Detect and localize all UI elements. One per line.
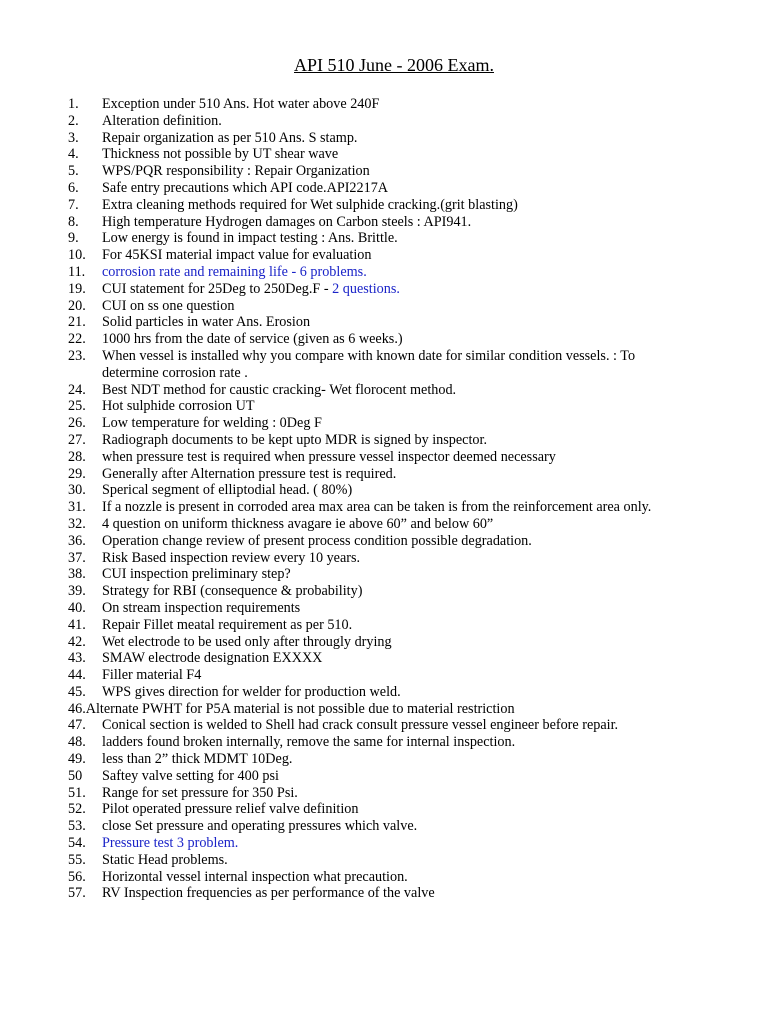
item-number: 5.	[68, 163, 79, 180]
item-text-main: Filler material F4	[102, 667, 202, 684]
item-text	[102, 264, 680, 281]
item-text	[102, 667, 680, 684]
list-item	[68, 583, 680, 600]
item-text	[102, 96, 680, 113]
list-item	[68, 281, 680, 298]
list-item	[68, 163, 680, 180]
item-number: 26.	[68, 415, 86, 432]
list-item	[68, 466, 680, 483]
item-text-main: ladders found broken internally, remove the same for internal inspection.	[102, 734, 516, 751]
item-text	[102, 298, 680, 315]
item-text-main: WPS gives direction for welder for production weld.	[102, 683, 401, 700]
item-text-highlight: 2 questions.	[332, 280, 400, 297]
list-item	[68, 398, 680, 415]
list-item	[68, 348, 680, 382]
item-text-main: CUI statement for 25Deg to 250Deg.F -	[102, 280, 333, 297]
item-text	[102, 113, 680, 130]
list-item	[68, 197, 680, 214]
list-item	[68, 146, 680, 163]
item-text	[102, 432, 680, 449]
item-text-main: 4 question on uniform thickness avagare ie above 60” and below 60”	[102, 515, 494, 532]
list-item	[68, 516, 680, 533]
list-item	[68, 449, 680, 466]
item-text	[102, 734, 680, 751]
item-text	[102, 550, 680, 567]
item-text-main: Repair Fillet meatal requirement as per 510.	[102, 616, 353, 633]
item-number: 6.	[68, 179, 79, 196]
list-item	[68, 801, 680, 818]
item-text	[102, 835, 680, 852]
item-text	[102, 281, 680, 298]
item-text-main: WPS/PQR responsibility : Repair Organization	[102, 163, 370, 180]
document-title: API 510 June - 2006 Exam.	[294, 55, 494, 75]
item-text	[102, 247, 680, 264]
list-item	[68, 852, 680, 869]
item-number: 32.	[68, 515, 86, 532]
list-item	[68, 617, 680, 634]
item-number: 21.	[68, 314, 86, 331]
list-item	[68, 650, 680, 667]
list-item	[68, 499, 680, 516]
list-item	[68, 835, 680, 852]
item-text	[102, 163, 680, 180]
item-text-main: Alternate PWHT for P5A material is not possible due to material restriction	[85, 700, 515, 717]
item-number: 28.	[68, 448, 86, 465]
item-number: 1.	[68, 96, 79, 112]
list-item	[68, 298, 680, 315]
list-item	[68, 214, 680, 231]
list-item	[68, 751, 680, 768]
item-number: 42.	[68, 633, 86, 650]
item-number: 53.	[68, 818, 86, 835]
item-text	[102, 230, 680, 247]
item-number: 49.	[68, 751, 86, 768]
item-number: 9.	[68, 230, 79, 247]
item-text	[102, 650, 680, 667]
item-text	[102, 852, 680, 869]
list-item	[68, 600, 680, 617]
list-item	[68, 415, 680, 432]
item-text	[102, 885, 680, 902]
item-text-main: When vessel is installed why you compare with known date for similar condition vessels. : To determine corrosion rate .	[102, 347, 636, 381]
item-text	[102, 197, 680, 214]
item-text	[102, 482, 680, 499]
list-item	[68, 432, 680, 449]
list-item	[68, 130, 680, 147]
item-text-main: Generally after Alternation pressure test is required.	[102, 465, 397, 482]
list-item	[68, 734, 680, 751]
item-number: 39.	[68, 583, 86, 600]
item-text	[102, 415, 680, 432]
item-number: 55.	[68, 851, 86, 868]
item-text	[102, 180, 680, 197]
item-text-main: Conical section is welded to Shell had crack consult pressure vessel engineer before repair.	[102, 717, 619, 734]
item-text-main: Risk Based inspection review every 10 years.	[102, 549, 361, 566]
item-text	[102, 634, 680, 651]
list-item	[68, 667, 680, 684]
item-text-main: For 45KSI material impact value for evaluation	[102, 247, 372, 264]
item-text-main: CUI on ss one question	[102, 297, 235, 314]
item-text-main: Solid particles in water Ans. Erosion	[102, 314, 311, 331]
item-text-main: Range for set pressure for 350 Psi.	[102, 784, 298, 801]
item-text-main: Static Head problems.	[102, 851, 228, 868]
item-text-main: Sperical segment of elliptodial head. ( 80%)	[102, 482, 353, 499]
item-number: 3.	[68, 129, 79, 146]
item-number: 23.	[68, 347, 86, 364]
list-item	[68, 96, 680, 113]
item-text-main: close Set pressure and operating pressures which valve.	[102, 818, 418, 835]
item-text	[102, 516, 680, 533]
list-item	[68, 314, 680, 331]
item-text	[102, 348, 680, 382]
item-text-main: Low temperature for welding : 0Deg F	[102, 415, 322, 432]
item-text	[102, 617, 680, 634]
item-number: 4.	[68, 146, 79, 163]
item-number: 54.	[68, 835, 86, 852]
list-item	[68, 113, 680, 130]
item-text	[102, 449, 680, 466]
item-text-highlight: corrosion rate and remaining life - 6 problems.	[102, 263, 367, 280]
item-number: 22.	[68, 331, 86, 348]
item-number: 43.	[68, 650, 86, 667]
list-item	[68, 180, 680, 197]
item-text-main: when pressure test is required when pressure vessel inspector deemed necessary	[102, 448, 556, 465]
list-item	[68, 885, 680, 902]
list-item	[68, 818, 680, 835]
item-text	[102, 533, 680, 550]
item-text-main: Horizontal vessel internal inspection what precaution.	[102, 868, 408, 885]
item-text	[102, 331, 680, 348]
item-number: 40.	[68, 599, 86, 616]
item-number: 11.	[68, 263, 86, 280]
item-text-main: SMAW electrode designation EXXXX	[102, 650, 323, 667]
item-number: 48.	[68, 734, 86, 751]
item-text	[102, 869, 680, 886]
item-text	[102, 583, 680, 600]
list-item	[68, 684, 680, 701]
list-item	[68, 768, 680, 785]
item-text-main: On stream inspection requirements	[102, 599, 301, 616]
item-text-main: Radiograph documents to be kept upto MDR is signed by inspector.	[102, 431, 487, 448]
item-number: 29.	[68, 465, 86, 482]
list-item	[68, 482, 680, 499]
item-text-main: Strategy for RBI (consequence & probability)	[102, 583, 363, 600]
item-text-highlight: Pressure test 3 problem.	[102, 835, 239, 852]
list-item	[68, 701, 680, 718]
item-text	[102, 130, 680, 147]
list-item	[68, 550, 680, 567]
item-number: 10.	[68, 247, 86, 264]
item-number: 41.	[68, 616, 86, 633]
item-text-main: Safe entry precautions which API code.API2217A	[102, 179, 389, 196]
item-number: 46.	[68, 700, 86, 717]
list-item	[68, 382, 680, 399]
list-item	[68, 331, 680, 348]
item-text	[86, 701, 680, 718]
item-text-main: Exception under 510 Ans. Hot water above 240F	[102, 96, 380, 112]
item-text	[102, 801, 680, 818]
item-text	[102, 684, 680, 701]
item-number: 30.	[68, 482, 86, 499]
item-text	[102, 382, 680, 399]
item-text	[102, 818, 680, 835]
item-number: 2.	[68, 112, 79, 129]
item-number: 38.	[68, 566, 86, 583]
list-item	[68, 566, 680, 583]
item-number: 44.	[68, 667, 86, 684]
item-number: 8.	[68, 213, 79, 230]
item-text	[102, 214, 680, 231]
item-text	[102, 717, 680, 734]
item-number: 52.	[68, 801, 86, 818]
item-number: 24.	[68, 381, 86, 398]
item-text-main: Best NDT method for caustic cracking- Wet florocent method.	[102, 381, 457, 398]
item-text	[102, 600, 680, 617]
item-number: 56.	[68, 868, 86, 885]
item-text	[102, 398, 680, 415]
list-item	[68, 230, 680, 247]
item-text	[102, 566, 680, 583]
item-text-main: Thickness not possible by UT shear wave	[102, 146, 339, 163]
item-text-main: Operation change review of present process condition possible degradation.	[102, 532, 532, 549]
item-number: 31.	[68, 499, 86, 516]
item-text-main: Low energy is found in impact testing : Ans. Brittle.	[102, 230, 398, 247]
list-item	[68, 717, 680, 734]
item-text-main: Pilot operated pressure relief valve definition	[102, 801, 359, 818]
item-text	[102, 785, 680, 802]
item-text-main: Extra cleaning methods required for Wet sulphide cracking.(grit blasting)	[102, 196, 518, 213]
item-text-main: High temperature Hydrogen damages on Carbon steels : API941.	[102, 213, 472, 230]
item-text	[102, 314, 680, 331]
item-text	[102, 751, 680, 768]
item-number: 47.	[68, 717, 86, 734]
item-text	[102, 146, 680, 163]
item-text-main: Alteration definition.	[102, 112, 222, 129]
item-number: 51.	[68, 784, 86, 801]
item-text-main: CUI inspection preliminary step?	[102, 566, 291, 583]
item-number: 25.	[68, 398, 86, 415]
item-text-main: If a nozzle is present in corroded area max area can be taken is from the reinforcement area only.	[102, 499, 652, 516]
list-item	[68, 869, 680, 886]
item-number: 57.	[68, 885, 86, 902]
item-number: 19.	[68, 280, 86, 297]
item-text-main: 1000 hrs from the date of service (given as 6 weeks.)	[102, 331, 403, 348]
item-text-main: Wet electrode to be used only after througly drying	[102, 633, 392, 650]
list-item	[68, 533, 680, 550]
question-list	[68, 96, 680, 902]
item-text-main: RV Inspection frequencies as per performance of the valve	[102, 885, 435, 902]
list-item	[68, 264, 680, 281]
item-number: 36.	[68, 532, 86, 549]
item-text-main: Repair organization as per 510 Ans. S stamp.	[102, 129, 358, 146]
list-item	[68, 785, 680, 802]
item-text	[102, 499, 680, 516]
item-text-main: less than 2” thick MDMT 10Deg.	[102, 751, 293, 768]
item-number: 27.	[68, 431, 86, 448]
item-number: 45.	[68, 683, 86, 700]
item-text-main: Hot sulphide corrosion UT	[102, 398, 255, 415]
item-number: 20.	[68, 297, 86, 314]
list-item	[68, 247, 680, 264]
item-number: 7.	[68, 196, 79, 213]
item-number: 50	[68, 767, 83, 784]
item-text	[102, 768, 680, 785]
item-text	[102, 466, 680, 483]
item-number: 37.	[68, 549, 86, 566]
item-text-main: Saftey valve setting for 400 psi	[102, 767, 279, 784]
list-item	[68, 634, 680, 651]
